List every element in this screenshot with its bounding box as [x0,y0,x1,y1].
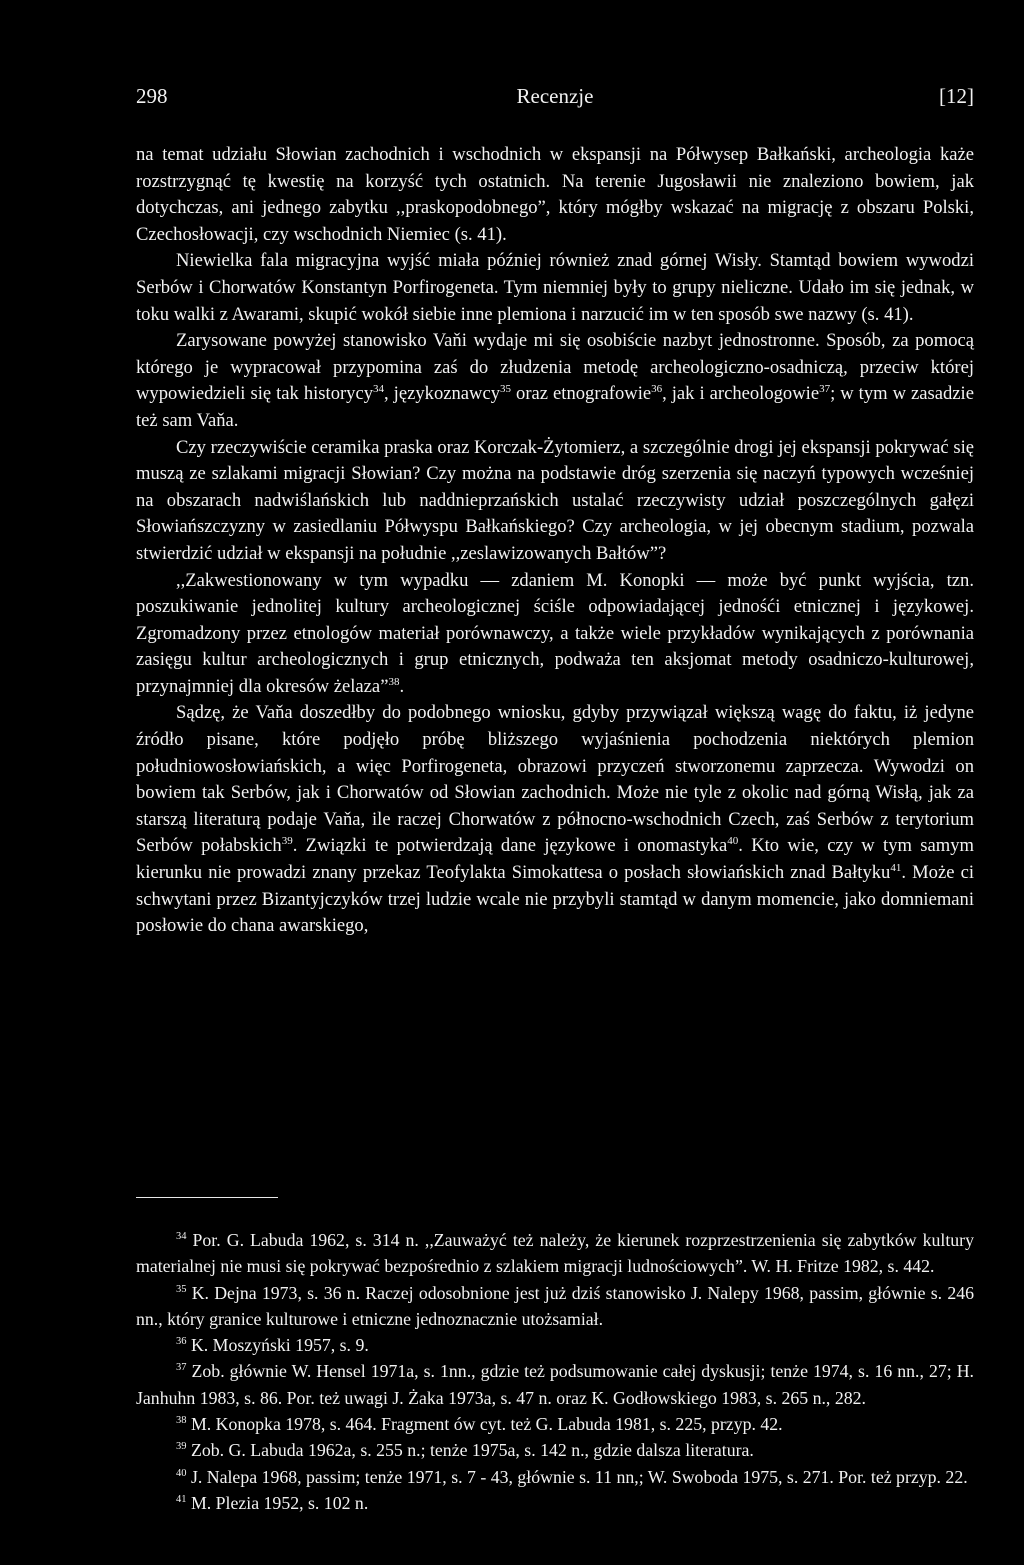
footnote-number: 34 [176,1231,187,1243]
footnote: $^{36}$ K. Moszyński 1957, s. 9. [176,1335,369,1356]
footnote-number: 38 [176,1415,187,1427]
footnote: $^{40}$ J. Nalepa 1968, passim; tenże 1971, s. 7 - 43, głównie s. 11 nn,; W. Swoboda 1975, s. 271. Por. też przyp. 22. [176,1466,968,1487]
running-title: Recenzje [516,84,594,108]
footnote: $^{39}$ Zob. G. Labuda 1962a, s. 255 n.; tenże 1975a, s. 142 n., gdzie dalsza literatura. [176,1440,754,1461]
paragraph: Niewielka fala migracyjna wyjść miała później również znad górnej Wisły. Stamtąd bowiem wywodzi Serbów i Chorwatów Konstantyn Porfirogeneta. Tym niemniej były to grupy nieliczne. Udało im się jednak, w toku walki z Awarami, skupić wokół siebie inne plemiona i narzucić im w ten sposób swe nazwy (s. 41). [136,250,974,325]
page-header [136,84,974,114]
footnote-ref[interactable]: 39 [281,835,293,848]
paragraph: na temat udziału Słowian zachodnich i wschodnich w ekspansji na Półwysep Bałkański, archeologia każe rozstrzygnąć tę kwestię na korzyść tych ostatnich. Na terenie Jugosławii nie znaleziono bowiem, jak dotychczas, ani jednego zabytku ,,praskopodobnego”, który mógłby wskazać na migrację z obszaru Polski, Czechosłowacji, czy wschodnich Niemiec (s. 41). [136,144,974,245]
footnote-number: 39 [176,1441,187,1453]
footnote: $^{41}$ M. Plezia 1952, s. 102 n. [176,1492,369,1513]
footnote: $^{34}$ Por. G. Labuda 1962, s. 314 n. ,,Zauważyć też należy, że kierunek rozprzestrzenienia się zabytków kultury materialnej nie musi się pokrywać bezpośrednio z szlakiem migracji ludnościowych”. W. H. Fritze 1982, s. 442. [136,1230,974,1277]
footnote-number: 37 [176,1362,187,1374]
footnote-ref[interactable]: 36 [651,383,663,396]
footnote: $^{37}$ Zob. głównie W. Hensel 1971a, s. 1nn., gdzie też podsumowanie całej dyskusji; tenże 1974, s. 16 nn., 27; H. Janhuhn 1983, s. 86. Por. też uwagi J. Żaka 1973a, s. 47 n. oraz K. Godłowskiego 1983, s. 265 n., 282. [136,1361,974,1408]
footnotes [136,1227,974,1516]
body-text [136,142,974,940]
paragraph: Sądzę, że Vaňa doszedłby do podobnego wniosku, gdyby przywiązał większą wagę do faktu, iż jedyne źródło pisane, które podjęło próbę bliższego wyjaśnienia pochodzenia niektórych plemion południowosłowiańskich, a więc Porfirogeneta, obrazowi przyczeń stworzonemu zaprzecza. Wywodzi on bowiem tak Serbów, jak i Chorwatów od Słowian zachodnich. Może nie tyle z okolic nad górną Wisłą, jak za starszą literaturą podaje Vaňa, ile raczej Chorwatów z północno-wschodnich Czech, zaś Serbów z terytorium Serbów połabskich$^{39}$. Związki te potwierdzają dane językowe i onomastyka$^{40}$. Kto wie, czy w tym samym kierunku nie prowadzi znany przekaz Teofylakta Simokattesa o posłach słowiańskich znad Bałtyku$^{41}$. Może ci schwytani przez Bizantyjczyków trzej ludzie wcale nie przybyli stamtąd w danym momencie, jako domniemani posłowie do chana awarskiego, [136,702,974,937]
footnote-ref[interactable]: 38 [388,675,400,688]
footnote-number: 40 [176,1467,187,1479]
footnote-ref[interactable]: 40 [727,835,739,848]
footnote-number: 36 [176,1336,187,1348]
footnote: $^{38}$ M. Konopka 1978, s. 464. Fragment ów cyt. też G. Labuda 1981, s. 225, przyp. 42. [176,1414,783,1435]
footnote: $^{35}$ K. Dejna 1973, s. 36 n. Raczej odosobnione jest już dziś stanowisko J. Nalepy 1968, passim, głównie s. 246 nn., który granice kulturowe i etniczne jednoznacznie utożsamiał. [136,1282,974,1329]
paragraph: Czy rzeczywiście ceramika praska oraz Korczak-Żytomierz, a szczególnie drogi jej ekspansji pokrywać się muszą ze szlakami migracji Słowian? Czy można na podstawie dróg szerzenia się naczyń typowych wcześniej na obszarach nadwiślańskich lub naddnieprzańskich ustalać rzeczywisty udział poszczególnych gałęzi Słowiańszczyzny w zasiedlaniu Półwyspu Bałkańskiego? Czy archeologia, w jej obecnym stadium, pozwala stwierdzić udział w ekspansji na południe ,,zeslawizowanych Bałtów”? [136,436,974,564]
footnote-ref[interactable]: 35 [500,383,512,396]
footnote-ref[interactable]: 41 [890,861,902,874]
paragraph: ,,Zakwestionowany w tym wypadku — zdaniem M. Konopki — może być punkt wyjścia, tzn. poszukiwanie jednolitej kultury archeologicznej ściśle odpowiadającej jednośći etnicznej i językowej. Zgromadzony przez etnologów materiał porównawczy, a także wiele przykładów wynikających z porównania zasięgu kultur archeologicznych i grup etnicznych, podważa ten aksjomat metody osadniczo-kulturowej, przynajmniej dla okresów żelaza”$^{38}$. [136,569,974,697]
paragraph: Zarysowane powyżej stanowisko Vaňi wydaje mi się osobiście nazbyt jednostronne. Sposób, za pomocą którego je wypracował przypomina zaś do złudzenia metodę archeologiczno-osadniczą, przeciw której wypowiedzieli się tak historycy$^{34}$, językoznawcy$^{35}$ oraz etnografowie$^{36}$, jak i archeologowie$^{37}$; w tym w zasadzie też sam Vaňa. [136,330,974,431]
footnote-ref[interactable]: 37 [819,383,831,396]
footnote-separator [136,1197,278,1198]
page-number: 298 [136,84,168,108]
section-reference: [12] [939,84,974,108]
footnote-number: 35 [176,1283,187,1295]
footnote-ref[interactable]: 34 [373,383,385,396]
footnote-number: 41 [176,1494,187,1506]
